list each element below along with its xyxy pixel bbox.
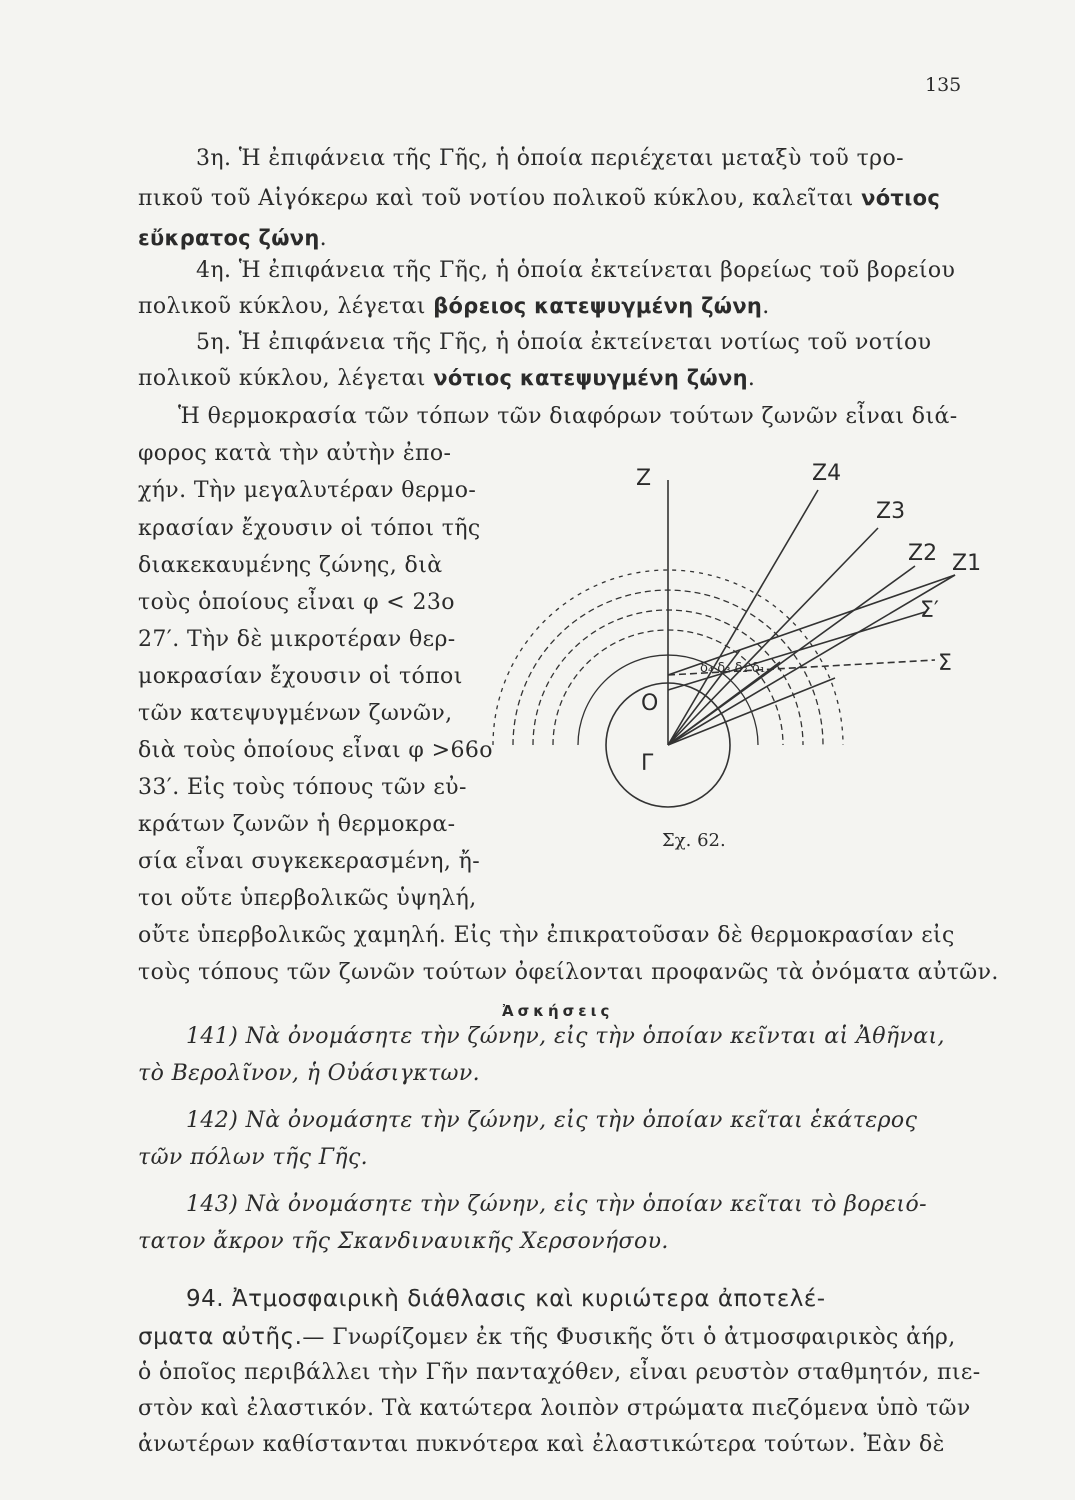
exercise-141-line2: τὸ Βερολῖνον, ἡ Οὐάσιγκτων. bbox=[138, 1061, 481, 1086]
para3-line1: 3η. Ἡ ἐπιφάνεια τῆς Γῆς, ἡ ὁποία περιέχεται μεταξὺ τοῦ τρο- bbox=[196, 146, 904, 171]
section94-line5: ἀνωτέρων καθίστανται πυκνότερα καὶ ἐλαστικώτερα τούτων. Ἐὰν δὲ bbox=[138, 1432, 945, 1457]
label-z1: Z1 bbox=[952, 551, 982, 576]
temp-line12: κράτων ζωνῶν ἡ θερμοκρα- bbox=[138, 812, 456, 837]
temp-line7: 27′. Τὴν δὲ μικροτέραν θερ- bbox=[138, 627, 456, 652]
temp-line5: διακεκαυμένης ζώνης, διὰ bbox=[138, 553, 443, 578]
temp-line6: τοὺς ὁποίους εἶναι φ < 23ο bbox=[138, 590, 455, 615]
para4-line2-text: πολικοῦ κύκλου, λέγεται bbox=[138, 294, 426, 319]
section94-line4: στὸν καὶ ἐλαστικόν. Τὰ κατώτερα λοιπὸν στρώματα πιεζόμενα ὑπὸ τῶν bbox=[138, 1396, 971, 1421]
section94-line3: ὁ ὁποῖος περιβάλλει τὴν Γῆν πανταχόθεν, εἶναι ρευστὸν σταθμητόν, πιε- bbox=[138, 1360, 981, 1385]
section94-heading-end: σματα αὐτῆς. bbox=[138, 1324, 303, 1350]
temp-line1: Ἡ θερμοκρασία τῶν τόπων τῶν διαφόρων τούτων ζωνῶν εἶναι διά- bbox=[178, 404, 958, 429]
section94-line2-text: — Γνωρίζομεν ἐκ τῆς Φυσικῆς ὅτι ὁ ἀτμοσφαιρικὸς ἀήρ, bbox=[302, 1325, 956, 1350]
temp-line9: τῶν κατεψυγμένων ζωνῶν, bbox=[138, 701, 453, 726]
exercise-142-line2: τῶν πόλων τῆς Γῆς. bbox=[138, 1145, 369, 1170]
temp-line16: τοὺς τόπους τῶν ζωνῶν τούτων ὀφείλονται προφανῶς τὰ ὀνόματα αὐτῶν. bbox=[138, 960, 999, 985]
exercise-141-line1: 141) Νὰ ὀνομάσητε τὴν ζώνην, εἰς τὴν ὁποίαν κεῖνται αἱ Ἀθῆναι, bbox=[186, 1024, 945, 1049]
label-z: Z bbox=[636, 466, 652, 491]
para5-line2-text: πολικοῦ κύκλου, λέγεται bbox=[138, 366, 426, 391]
para5-term: νότιος κατεψυγμένη ζώνη bbox=[433, 366, 748, 390]
label-s: Σ bbox=[938, 651, 952, 676]
temp-line4: κρασίαν ἔχουσιν οἱ τόποι τῆς bbox=[138, 516, 481, 541]
page-number: 135 bbox=[925, 74, 962, 96]
para3-term-end: εὔκρατος ζώνη bbox=[138, 226, 320, 250]
temp-line3: χήν. Τὴν μεγαλυτέραν θερμο- bbox=[138, 478, 477, 503]
label-z4: Z4 bbox=[812, 461, 842, 486]
para4-line1: 4η. Ἡ ἐπιφάνεια τῆς Γῆς, ἡ ὁποία ἐκτείνεται βορείως τοῦ βορείου bbox=[196, 258, 956, 283]
ray-z4 bbox=[668, 490, 818, 745]
label-angles: δ₄ δ₃ δ₂ δ₁ bbox=[700, 661, 766, 676]
label-z3: Z3 bbox=[876, 499, 906, 524]
exercise-142-line1: 142) Νὰ ὀνομάσητε τὴν ζώνην, εἰς τὴν ὁποίαν κεῖται ἑκάτερος bbox=[186, 1108, 918, 1133]
figure-caption: Σχ. 62. bbox=[662, 830, 726, 851]
label-z2: Z2 bbox=[908, 541, 938, 566]
para3-line2-text: πικοῦ τοῦ Αἰγόκερω καὶ τοῦ νοτίου πολικοῦ κύκλου, καλεῖται bbox=[138, 186, 854, 211]
section94-line2 bbox=[138, 1324, 956, 1350]
ray-s-prime bbox=[668, 612, 925, 690]
temp-line11: 33′. Εἰς τοὺς τόπους τῶν εὐ- bbox=[138, 775, 467, 800]
temp-line8: μοκρασίαν ἔχουσιν οἱ τόποι bbox=[138, 664, 463, 689]
section94-heading: 94. Ἀτμοσφαιρικὴ διάθλασις καὶ κυριώτερα ἀποτελέ- bbox=[186, 1286, 826, 1312]
label-s-prime: Σ′ bbox=[920, 598, 939, 623]
temp-line2: φορος κατὰ τὴν αὐτὴν ἐπο- bbox=[138, 441, 452, 466]
para5-line1: 5η. Ἡ ἐπιφάνεια τῆς Γῆς, ἡ ὁποία ἐκτείνεται νοτίως τοῦ νοτίου bbox=[196, 330, 932, 355]
exercise-143-line1: 143) Νὰ ὀνομάσητε τὴν ζώνην, εἰς τὴν ὁποίαν κεῖται τὸ βορειό- bbox=[186, 1192, 927, 1217]
para4-period: . bbox=[762, 294, 770, 319]
temp-line14: τοι οὔτε ὑπερβολικῶς ὑψηλή, bbox=[138, 886, 477, 911]
temp-line15: οὔτε ὑπερβολικῶς χαμηλή. Εἰς τὴν ἐπικρατοῦσαν δὲ θερμοκρασίαν εἰς bbox=[138, 923, 955, 948]
temp-line10: διὰ τοὺς ὁποίους εἶναι φ >66ο bbox=[138, 738, 493, 763]
label-o: O bbox=[641, 691, 659, 716]
para3-period: . bbox=[319, 226, 328, 251]
para4-term: βόρειος κατεψυγμένη ζώνη bbox=[433, 294, 763, 318]
label-gamma: Γ bbox=[641, 751, 654, 776]
para5-period: . bbox=[747, 366, 756, 391]
exercises-heading: Ἀσκήσεις bbox=[502, 1002, 614, 1020]
para3-term-start: νότιος bbox=[861, 186, 941, 210]
temp-line13: σία εἶναι συγκεκερασμένη, ἤ- bbox=[138, 849, 481, 874]
exercise-143-line2: τατον ἄκρον τῆς Σκανδιναυικῆς Χερσονήσου. bbox=[138, 1229, 669, 1254]
